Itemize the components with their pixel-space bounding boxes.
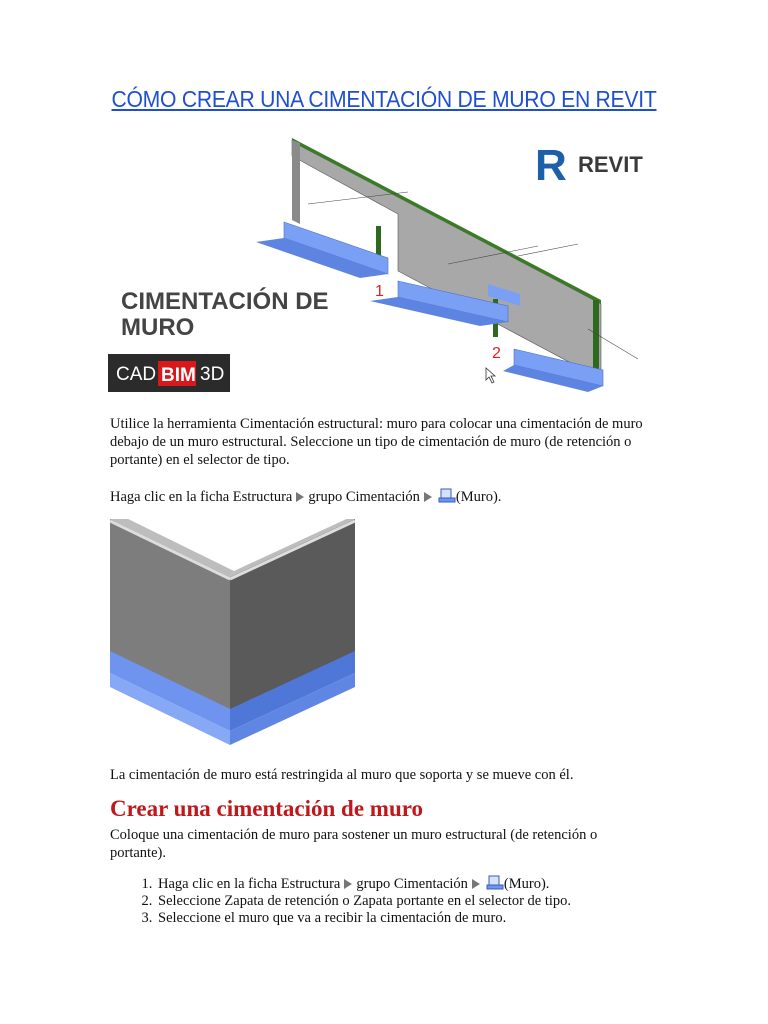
arrow-right-icon — [472, 879, 480, 889]
intro-paragraph: Utilice la herramienta Cimentación estructural: muro para colocar una cimentación de muro debajo de un muro estructural. Seleccione un tipo de cimentación de muro (de retención o portante) en el selector de tipo. — [110, 416, 643, 468]
arrow-right-icon — [296, 492, 304, 502]
hero-illustration — [108, 134, 653, 396]
svg-text:BIM: BIM — [161, 365, 196, 386]
page-title[interactable]: CÓMO CREAR UNA CIMENTACIÓN DE MURO EN REVIT — [111, 86, 657, 112]
step-2: 2. Seleccione Zapata de retención o Zapata portante en el selector de tipo. — [156, 893, 571, 910]
caption-line-1: CIMENTACIÓN DE — [121, 288, 329, 315]
callout-2: 2 — [492, 345, 501, 362]
arrow-right-icon — [344, 879, 352, 889]
svg-text:REVIT: REVIT — [578, 152, 643, 177]
step-1: 1. Haga clic en la ficha Estructura grupo Cimentación (Muro). — [156, 875, 571, 893]
step-3: 3. Seleccione el muro que va a recibir la cimentación de muro. — [156, 910, 571, 927]
cursor-icon — [486, 368, 495, 383]
caption-line-2: MURO — [121, 314, 195, 341]
restringida-paragraph: La cimentación de muro está restringida al muro que soporta y se mueve con él. — [110, 767, 574, 783]
svg-text:3D: 3D — [200, 364, 225, 385]
svg-text:CAD: CAD — [116, 364, 157, 385]
haga-clic-row: Haga clic en la ficha Estructura grupo Cimentación (Muro). — [110, 489, 502, 505]
steps-list — [110, 875, 571, 927]
wall-end-edge — [593, 300, 599, 374]
arrow-right-icon — [424, 492, 432, 502]
corner-wall-illustration — [110, 519, 355, 747]
section-intro: Coloque una cimentación de muro para sostener un muro estructural (de retención o portante). — [110, 827, 598, 861]
wall-foundation-icon[interactable] — [438, 488, 456, 504]
wall-foundation-icon[interactable] — [486, 875, 504, 891]
svg-text:R: R — [535, 141, 567, 190]
revit-logo — [535, 141, 643, 190]
cadbim3d-logo — [108, 354, 230, 392]
wall-end — [292, 140, 300, 224]
callout-1: 1 — [375, 283, 384, 300]
section-heading: Crear una cimentación de muro — [110, 796, 424, 821]
